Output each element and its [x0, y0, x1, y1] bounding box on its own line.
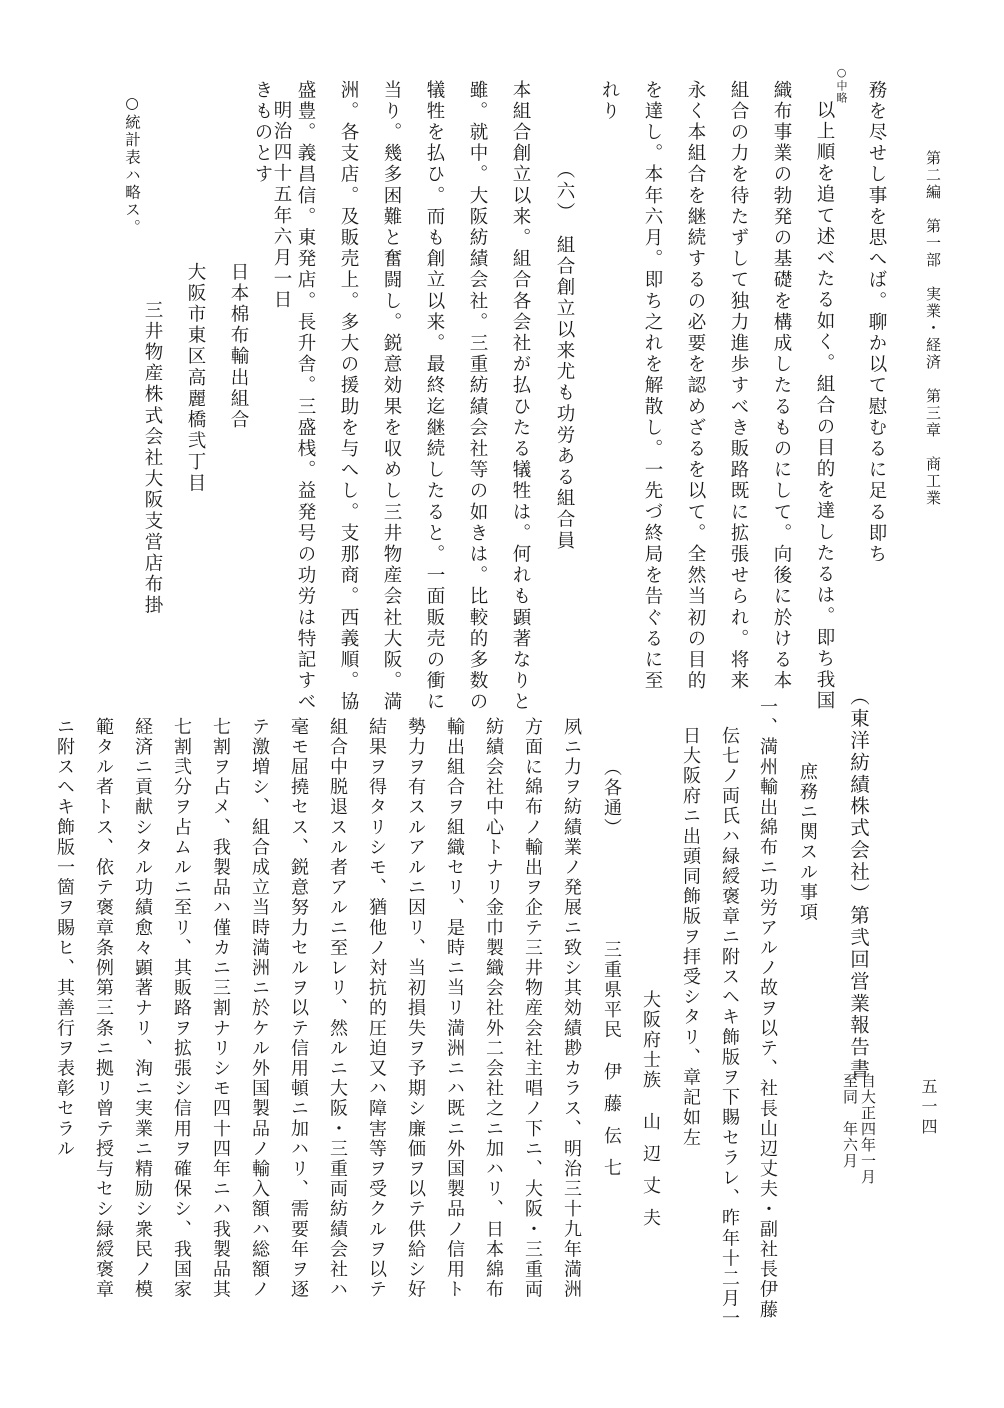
lower-col-7: 輸出組合ヲ組織セリ、是時ニ当リ満洲ニハ既ニ外国製品ノ信用ト: [444, 717, 465, 1300]
kakutsu-label: （各通）: [601, 758, 622, 839]
lower-col-6: 紡績会社中心トナリ金巾製織会社外二会社之ニ加ハリ、日本綿布: [483, 717, 504, 1300]
report-title: （東洋紡績株式会社）第弐回営業報告書: [847, 686, 870, 1081]
upper-col-14: きものとす: [252, 80, 273, 186]
lower-col-15: 経済ニ貢献シタル功績愈々顕著ナリ、洵ニ実業ニ精励シ衆民ノ模: [132, 717, 153, 1300]
section-heading: （六） 組合創立以来尤も功労ある組合員: [554, 160, 575, 552]
lower-col-9: 結果ヲ得タリシモ、猶他ノ対抗的圧迫又ハ障害等ヲ受クルヲ以テ: [366, 717, 387, 1300]
lower-col-3: 日大阪府ニ出頭同飾版ヲ拝受シタリ、章記如左: [680, 726, 701, 1149]
lower-col-16: 範タル者トス、依テ褒章条例第三条ニ拠リ曾テ授与セシ緑綬褒章: [93, 717, 114, 1300]
signature-address: 大阪市東区高麗橋弐丁目: [185, 262, 206, 495]
lower-col-4: 夙ニ力ヲ紡績業ノ発展ニ致シ其効績尠カラス、明治三十九年満洲: [561, 717, 582, 1300]
period-end: 至同 年六月: [841, 1073, 859, 1169]
lower-col-12: テ激増シ、組合成立当時満洲ニ於ケル外国製品ノ輸入額ハ総額ノ: [249, 717, 270, 1300]
upper-col-10: 犠牲を払ひ。而も創立以来。最終迄継続したると。一面販売の衝に: [424, 80, 445, 713]
signature-company: 三井物産株式会社大阪支営店布掛: [142, 300, 163, 617]
upper-col-11: 当り。幾多困難と奮闘し。鋭意効果を収めし三井物産会社大阪。満: [381, 80, 402, 713]
signature-union: 日本棉布輸出組合: [228, 262, 249, 431]
upper-col-6: を達し。本年六月。即ち之れを解散し。一先づ終局を告ぐるに至: [642, 80, 663, 692]
report-period: [842, 1073, 875, 1185]
upper-col-8: 本組合創立以来。組合各会社が払ひたる犠牲は。何れも顕著なりと: [510, 80, 531, 713]
period-start: 自大正四年一月: [859, 1073, 877, 1185]
upper-col-13: 盛豊。義昌信。東発店。長升舎。三盛桟。益発号の功労は特記すべ: [295, 80, 316, 713]
running-head: 第二編 第一部 実業・経済 第三章 商工業: [924, 150, 942, 507]
lower-col-13: 七割ヲ占メ、我製品ハ僅カニ三割ナリシモ四十四年ニハ我製品其: [210, 717, 231, 1300]
subheading: 庶務ニ関スル事項: [797, 762, 818, 923]
person1-pref: 大阪府士族: [640, 990, 661, 1091]
lower-col-1: 一、満州輸出綿布ニ功労アルノ故ヲ以テ、社長山辺丈夫・副社長伊藤: [757, 697, 778, 1321]
upper-col-5: 永く本組合を継続するの必要を認めざるを以て。全然当初の目的: [685, 80, 706, 692]
stats-omitted-note: ○統計表ハ略ス。: [123, 94, 141, 237]
upper-col-2: 以上順を追て述べたる如く。組合の目的を達したるは。即ち我国: [814, 100, 835, 712]
person1-name: 山辺丈夫: [640, 1112, 661, 1240]
person2-pref: 三重県平民: [601, 940, 622, 1041]
upper-col-12: 洲。各支店。及販売上。多大の援助を与へし。支那商。西義順。協: [338, 80, 359, 713]
lower-col-8: 勢力ヲ有スルアルニ因リ、当初損失ヲ予期シ廉価ヲ以テ供給シ好: [405, 717, 426, 1300]
omitted-note: ○中略: [835, 66, 848, 104]
lower-col-14: 七割弐分ヲ占ムルニ至リ、其販路ヲ拡張シ信用ヲ確保シ、我国家: [171, 717, 192, 1300]
lower-col-5: 方面に綿布ノ輸出ヲ企テ三井物産会社主唱ノ下ニ、大阪・三重両: [522, 717, 543, 1300]
report-date: 明治四十五年六月一日: [271, 100, 292, 311]
lower-col-17: ニ附スヘキ飾版一箇ヲ賜ヒ、其善行ヲ表彰セラル: [54, 717, 75, 1160]
upper-col-3: 織布事業の勃発の基礎を構成したるものにして。向後に於ける本: [771, 80, 792, 692]
lower-col-2: 伝七ノ両氏ハ緑綬褒章ニ附スヘキ飾版ヲ下賜セラレ、昨年十二月一: [719, 726, 740, 1329]
upper-col-1: 務を尽せし事を思へば。聊か以て慰むるに足る即ち: [866, 80, 887, 566]
upper-col-4: 組合の力を待たずして独力進歩すべき販路既に拡張せられ。将来: [728, 80, 749, 692]
upper-col-9: 雖。就中。大阪紡績会社。三重紡績会社等の如きは。比較的多数の: [467, 80, 488, 713]
upper-col-7: れり: [599, 80, 620, 123]
person2-name: 伊藤伝七: [601, 1062, 622, 1190]
lower-col-10: 組合中脱退スル者アルニ至レリ、然ルニ大阪・三重両紡績会社ハ: [327, 717, 348, 1300]
page-number: 五一四: [919, 1078, 938, 1138]
lower-col-11: 毫モ屈撓セス、鋭意努力セルヲ以テ信用頓ニ加ハリ、需要年ヲ逐: [288, 717, 309, 1300]
